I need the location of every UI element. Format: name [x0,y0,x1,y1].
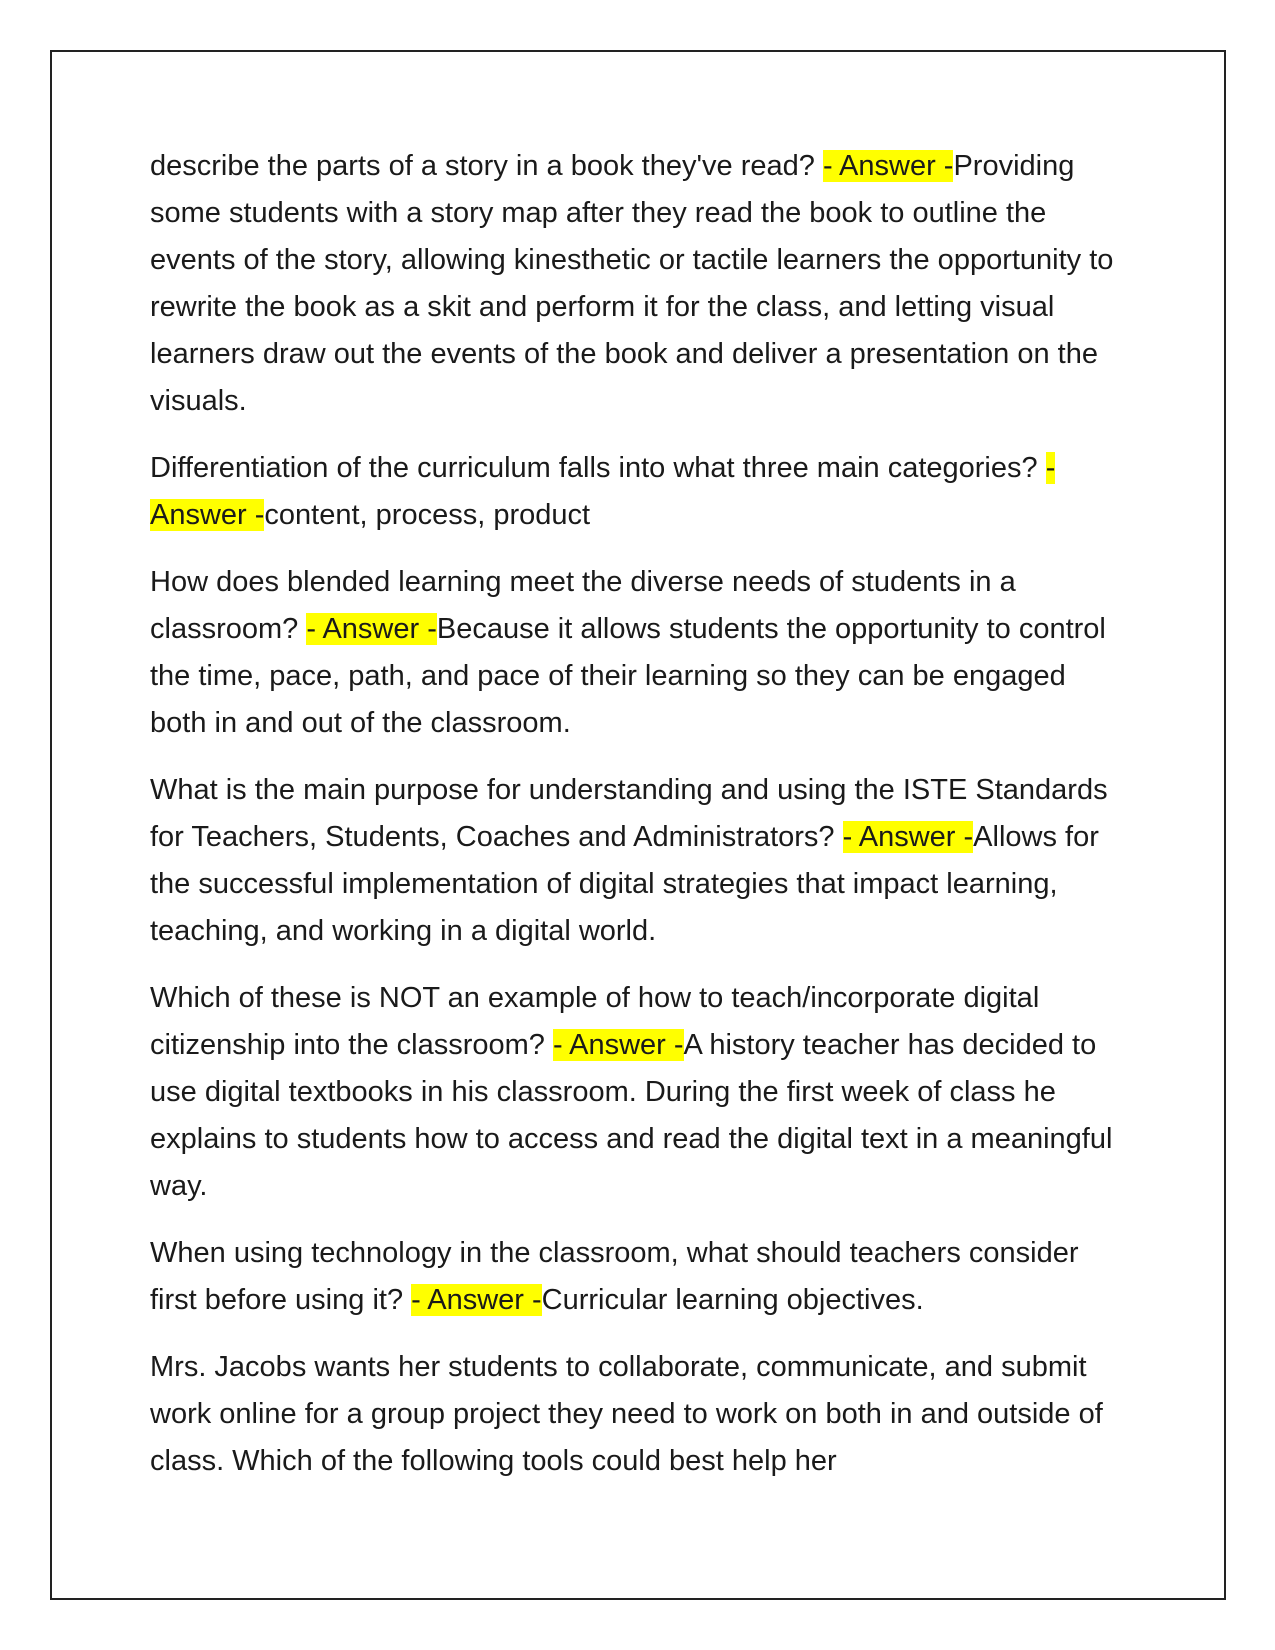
qa-item-3 [150,559,1130,747]
answer-text: Because it allows students the opportunity to control the time, pace, path, and pace of their learning so they can be engaged both in and out of the classroom. [150,613,1106,739]
qa-item-2 [150,445,1130,539]
answer-text: Providing some students with a story map after they read the book to outline the events of the story, allowing kinesthetic or tactile learners the opportunity to rewrite the book as a skit and perform it for the class, and letting visual learners draw out the events of the book and deliver a presentation on the visuals. [150,150,1114,417]
answer-marker: - Answer - [150,452,1056,531]
question-text: What is the main purpose for understanding and using the ISTE Standards for Teachers, Students, Coaches and Administrators? [150,774,1108,853]
qa-item-5 [150,975,1130,1210]
answer-text: Allows for the successful implementation of digital strategies that impact learning, teaching, and working in a digital world. [150,821,1099,947]
question-text: Differentiation of the curriculum falls into what three main categories? [150,452,1038,484]
answer-marker: - Answer - [552,1029,684,1061]
question-text: describe the parts of a story in a book they've read? [150,150,815,182]
answer-text: content, process, product [264,499,591,531]
qa-item-6 [150,1230,1130,1324]
answer-text: Curricular learning objectives. [541,1284,924,1316]
question-text: How does blended learning meet the diverse needs of students in a classroom? [150,566,1016,645]
question-text: Which of these is NOT an example of how to teach/incorporate digital citizenship into the classroom? [150,982,1040,1061]
answer-marker: - Answer - [411,1284,542,1316]
answer-text: A history teacher has decided to use digital textbooks in his classroom. During the first week of class he explains to students how to access and read the digital text in a meaningful way. [150,1029,1113,1202]
answer-marker: - Answer - [822,150,954,182]
qa-item-4 [150,767,1130,955]
document-body [150,143,1130,1505]
qa-item-7 [150,1344,1130,1485]
question-text: Mrs. Jacobs wants her students to collaborate, communicate, and submit work online for a group project they need to work on both in and outside of class. Which of the following tools could best help her [150,1351,1103,1477]
answer-marker: - Answer - [842,821,974,853]
question-text: When using technology in the classroom, what should teachers consider first before using it? [150,1237,1079,1316]
qa-item-1 [150,143,1130,425]
answer-marker: - Answer - [306,613,437,645]
